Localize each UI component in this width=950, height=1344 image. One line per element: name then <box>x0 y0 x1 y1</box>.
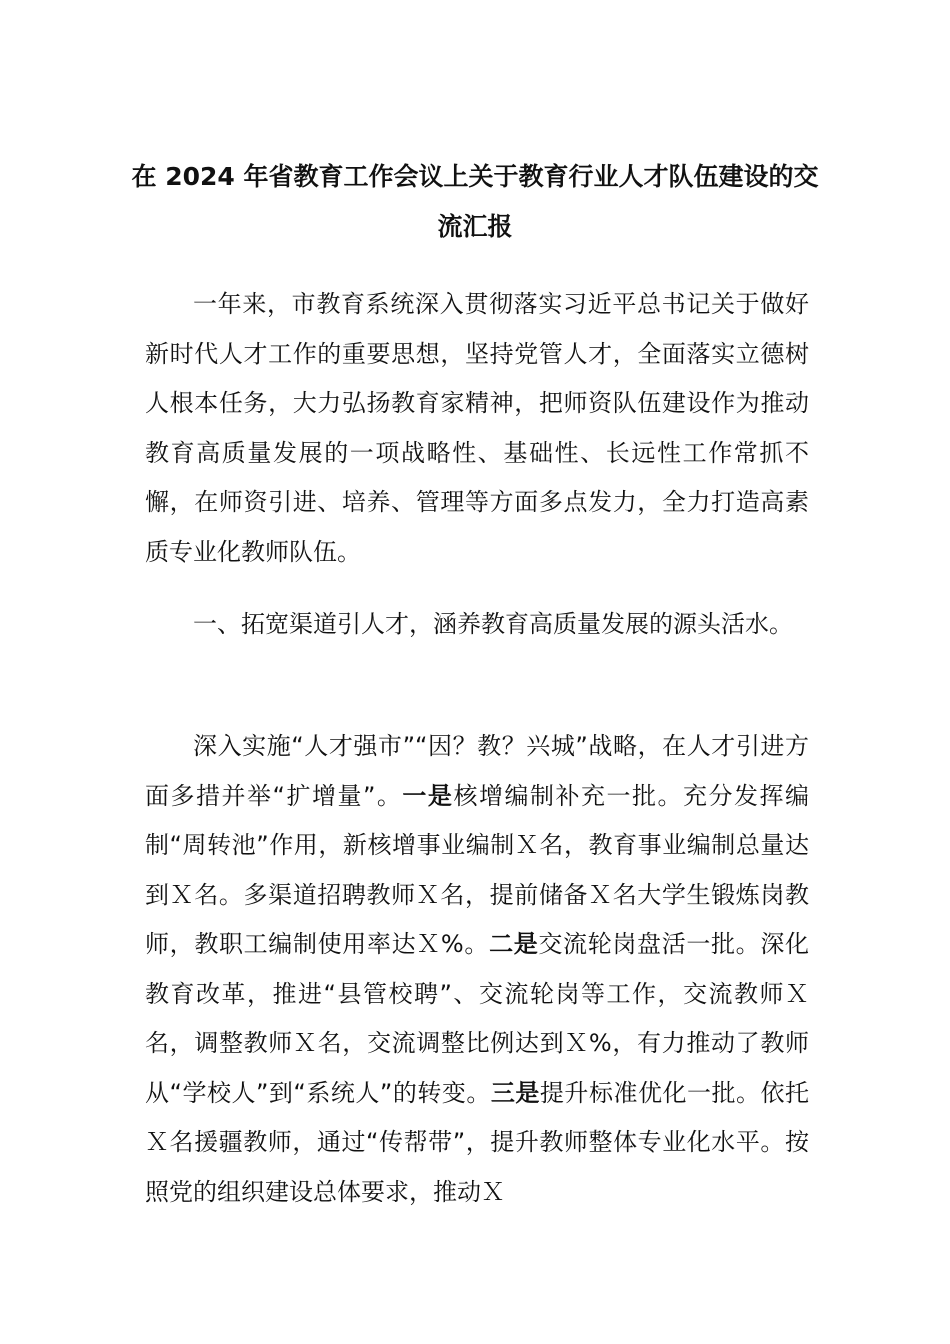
document-title: 在 2024 年省教育工作会议上关于教育行业人才队伍建设的交流汇报 <box>131 162 819 241</box>
text-segment: 深入实施“人才强市”“因？教？兴城”战略，在人才引进方面多措并举“扩增量”。 <box>145 732 809 810</box>
paragraph-section-1-body <box>145 722 809 1217</box>
text-segment: 交流轮岗盘活一批。深化教育改革，推进“县管校聘”、交流轮岗等工作，交流教师Ｘ名，调整教师Ｘ名，交流调整比例达到Ｘ%，有力推动了教师从“学校人”到“系统人”的转变。 <box>145 930 810 1107</box>
text-segment: 核增编制补充一批。充分发挥编制“周转池”作用，新核增事业编制Ｘ名，教育事业编制总量达到Ｘ名。多渠道招聘教师Ｘ名，提前储备Ｘ名大学生锻炼岗教师，教职工编制使用率达Ｘ%。 <box>145 781 809 958</box>
bold-marker-yi-shi: 一是 <box>402 781 454 810</box>
paragraph-intro: 一年来，市教育系统深入贯彻落实习近平总书记关于做好新时代人才工作的重要思想，坚持党管人才，全面落实立德树人根本任务，大力弘扬教育家精神，把师资队伍建设作为推动教育高质量发展的一项战略性、基础性、长远性工作常抓不懈，在师资引进、培养、管理等方面多点发力，全力打造高素质专业化教师队伍。 <box>145 290 809 566</box>
section-heading-1: 一、拓宽渠道引人才，涵养教育高质量发展的源头活水。 <box>193 610 793 638</box>
bold-marker-er-shi: 二是 <box>489 930 539 958</box>
bold-marker-san-shi: 三是 <box>490 1078 540 1107</box>
text-segment: 提升标准优化一批。依托Ｘ名援疆教师，通过“传帮带”，提升教师整体专业化水平。按照党的组织建设总体要求，推动Ｘ <box>145 1078 810 1206</box>
